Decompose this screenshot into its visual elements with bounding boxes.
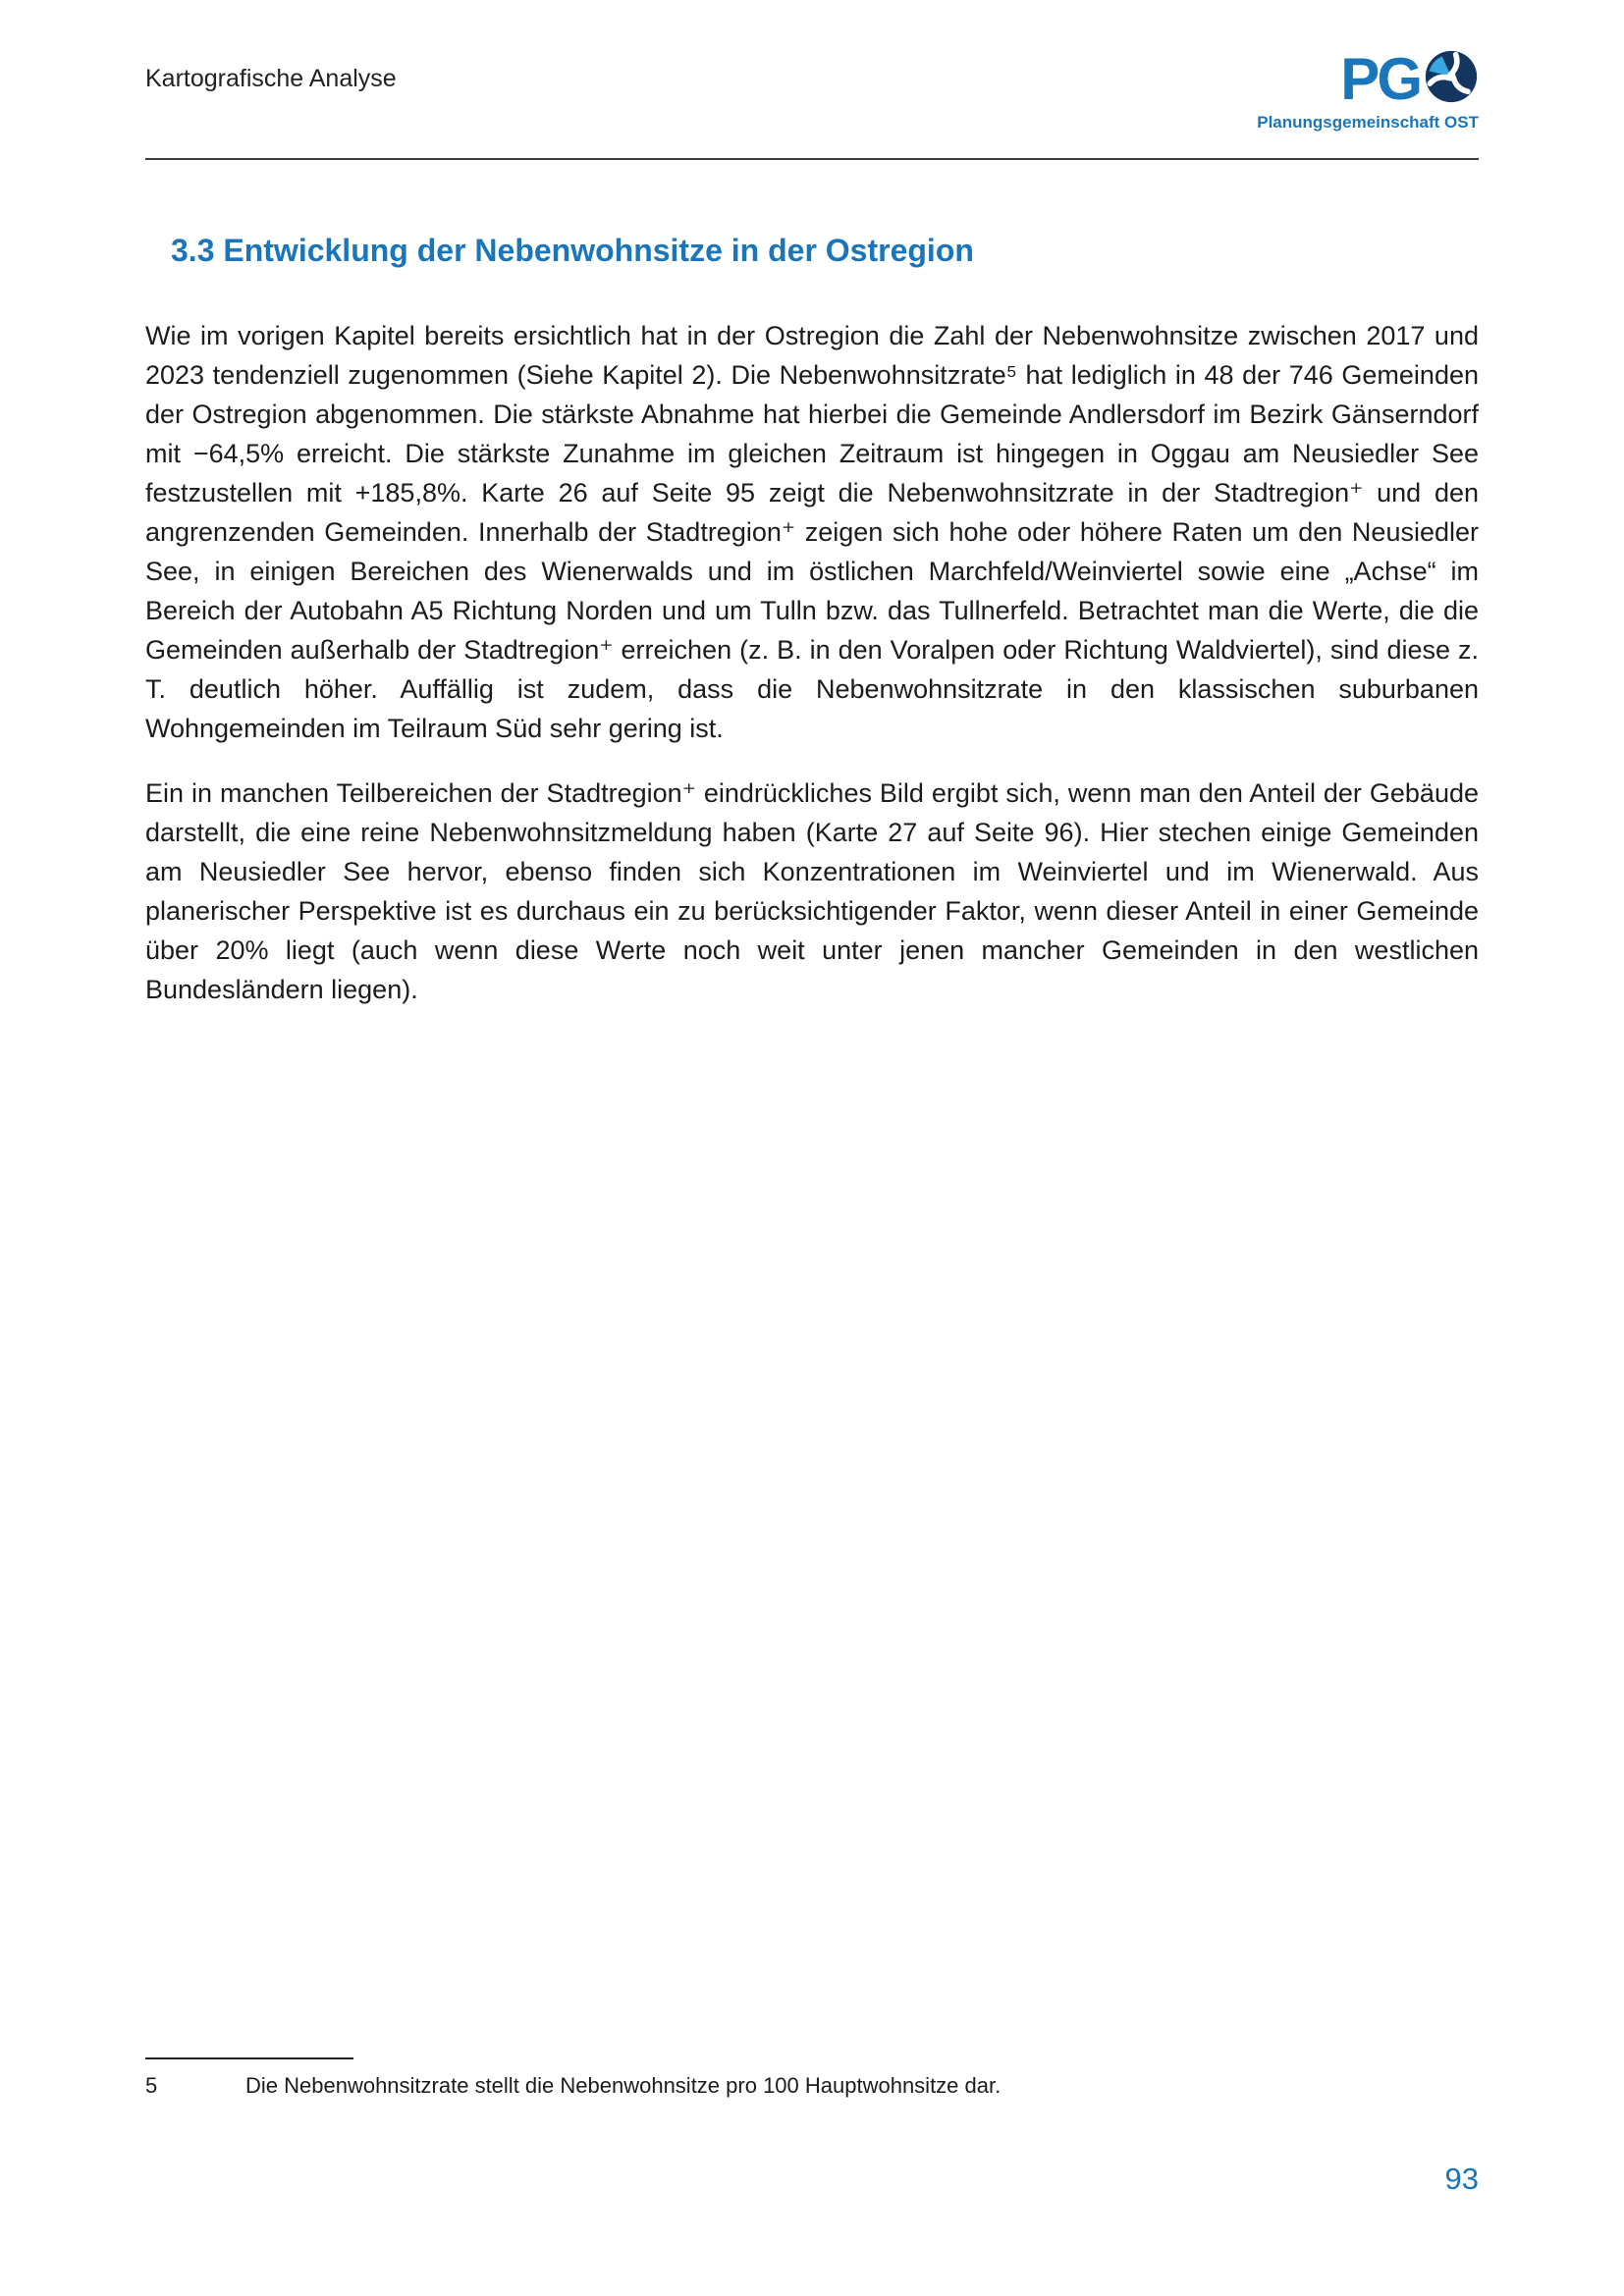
logo-wordmark: PG bbox=[1340, 45, 1420, 112]
footnote-divider bbox=[145, 2057, 353, 2059]
page-header bbox=[145, 0, 1479, 133]
org-logo bbox=[1257, 45, 1479, 133]
footnote-text: Die Nebenwohnsitzrate stellt die Nebenwohnsitze pro 100 Hauptwohnsitze dar. bbox=[245, 2073, 1001, 2098]
footnote-number: 5 bbox=[145, 2073, 158, 2098]
page-number: 93 bbox=[1444, 2162, 1479, 2196]
footnote bbox=[145, 2073, 1479, 2099]
header-divider bbox=[145, 158, 1479, 160]
logo-subtitle: Planungsgemeinschaft OST bbox=[1257, 113, 1479, 132]
running-title: Kartografische Analyse bbox=[145, 65, 397, 92]
logo-row bbox=[1340, 45, 1479, 112]
body-text bbox=[145, 316, 1479, 1009]
page-content bbox=[145, 0, 1479, 1009]
paragraph-2: Ein in manchen Teilbereichen der Stadtregion⁺ eindrückliches Bild ergibt sich, wenn man den Anteil der Gebäude darstellt, die eine reine Nebenwohnsitzmeldung haben (Karte 27 auf Seite 96). Hier stechen einige Gemeinden am Neusiedler See hervor, ebenso finden sich Konzentrationen im Weinviertel und im Wienerwald. Aus planerischer Perspektive ist es durchaus ein zu berücksichtigender Faktor, wenn dieser Anteil in einer Gemeinde über 20% liegt (auch wenn diese Werte noch weit unter jenen mancher Gemeinden in den westlichen Bundesländern liegen). bbox=[145, 778, 1479, 1004]
paragraph-1: Wie im vorigen Kapitel bereits ersichtlich hat in der Ostregion die Zahl der Nebenwohnsitze zwischen 2017 und 2023 tendenziell zugenommen (Siehe Kapitel 2). Die Nebenwohnsitzrate⁵ hat lediglich in 48 der 746 Gemeinden der Ostregion abgenommen. Die stärkste Abnahme hat hierbei die Gemeinde Andlersdorf im Bezirk Gänserndorf mit −64,5% erreicht. Die stärkste Zunahme im gleichen Zeitraum ist hingegen in Oggau am Neusiedler See festzustellen mit +185,8%. Karte 26 auf Seite 95 zeigt die Nebenwohnsitzrate in der Stadtregion⁺ und den angrenzenden Gemeinden. Innerhalb der Stadtregion⁺ zeigen sich hohe oder höhere Raten um den Neusiedler See, in einigen Bereichen des Wienerwalds und im östlichen Marchfeld/Weinviertel sowie eine „Achse“ im Bereich der Autobahn A5 Richtung Norden und um Tulln bzw. das Tullnerfeld. Betrachtet man die Werte, die die Gemeinden außerhalb der Stadtregion⁺ erreichen (z. B. in den Voralpen oder Richtung Waldviertel), sind diese z. T. deutlich höher. Auffällig ist zudem, dass die Nebenwohnsitzrate in den klassischen suburbanen Wohngemeinden im Teilraum Süd sehr gering ist. bbox=[145, 321, 1479, 743]
pgo-roundel-icon bbox=[1424, 49, 1479, 109]
section-heading: 3.3 Entwicklung der Nebenwohnsitze in der Ostregion bbox=[171, 233, 974, 268]
